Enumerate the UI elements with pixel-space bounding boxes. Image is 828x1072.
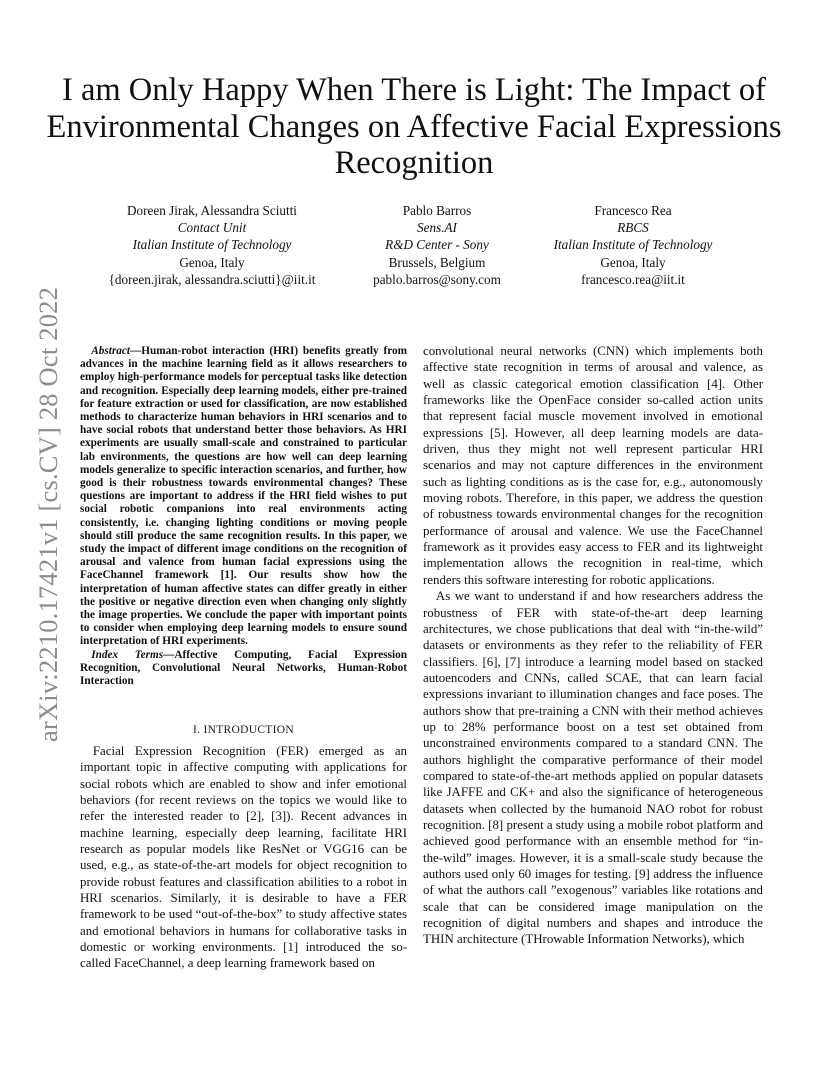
author-names: Francesco Rea xyxy=(594,203,672,218)
author-email[interactable]: francesco.rea@iit.it xyxy=(581,271,685,287)
index-terms-text: —Affective Computing, Facial Expression Recognition, Convolutional Neural Networks, Human-Robot Interaction xyxy=(80,648,407,688)
abstract-section xyxy=(80,345,407,688)
author-institution: Italian Institute of Technology xyxy=(132,237,292,253)
author-email[interactable]: {doreen.jirak, alessandra.sciutti}@iit.it xyxy=(108,271,316,287)
author-block-2 xyxy=(347,202,527,288)
author-location: Brussels, Belgium xyxy=(388,254,486,270)
right-paragraph-1: convolutional neural networks (CNN) which implements both affective state recognition in terms of arousal and valence, as well as classic categorical emotion classification [4]. Other frameworks like the OpenFace consider so-called action units that represent facial muscle movement involved in emotional expressions [5]. However, all deep learning models are data-driven, thus they might not well represent particular HRI scenarios and may not capture differences in the environment such as lighting conditions as is the case for, e.g., autonomously moving robots. Therefore, in this paper, we address the question of robustness towards environmental changes for the recognition performance of arousal and valence. We use the FaceChannel framework as it provides easy access to FER and its lightweight implementation allows the recognition in real-time, which renders this software interesting for robotic applications. xyxy=(423,344,763,587)
author-institution: Italian Institute of Technology xyxy=(553,237,713,253)
right-column xyxy=(423,343,763,948)
author-names: Pablo Barros xyxy=(402,203,472,218)
intro-paragraph-1: Facial Expression Recognition (FER) emerged as an important topic in affective computing with applications for social robots which are enabled to show and infer emotional behaviors (for recent reviews on the topics we would like to refer the interested reader to [2], [3]). Recent advances in machine learning, especially deep learning, facilitate HRI research as popular models like ResNet or VGG16 can be used, e.g., as state-of-the-art models for object recognition to provide robust features and classification abilities to a robot in HRI scenarios. Similarly, it is desirable to have a FER framework to be used “out-of-the-box” to study affective states and emotional behaviors in humans for collaborative tasks in domestic or working environments. [1] introduced the so-called FaceChannel, a deep learning framework based on xyxy=(80,744,407,971)
author-unit: Sens.AI xyxy=(417,220,457,236)
author-location: Genoa, Italy xyxy=(179,254,245,270)
arxiv-identifier-stamp xyxy=(22,288,76,740)
abstract-text: —Human-robot interaction (HRI) benefits greatly from advances in the machine learning field as it allows researchers to employ high-performance models for perceptual tasks like detection and recognition. Especially deep learning models, either pre-trained for feature extraction or used for classification, are now established methods to characterize human behaviors in HRI scenarios and to have social robots that understand better those behaviors. As HRI experiments are usually small-scale and constrained to particular lab environments, the questions are how well can deep learning models generalize to specific interaction scenarios, and further, how good is their robustness towards environmental changes? These questions are important to address if the HRI field wishes to put social robotic companions into real environments acting consistently, i.e. changing lighting conditions or moving people should still produce the same recognition results. In this paper, we study the impact of different image conditions on the recognition of arousal and valence from human facial expressions using the FaceChannel framework [1]. Our results show how the interpretation of human affective states can differ greatly in either the positive or negative direction even when changing only slightly the image properties. We conclude the paper with important points to consider when employing deep learning models to ensure sound interpretation of HRI experiments. xyxy=(80,345,407,648)
right-paragraph-2: As we want to understand if and how researchers address the robustness of FER with state-of-the-art deep learning architectures, we chose publications that deal with “in-the-wild” datasets or environments as they refer to the reliability of FER classifiers. [6], [7] introduce a learning model based on stacked autoencoders and CNNs, called SCAE, that can learn facial expressions invariant to illumination changes and face poses. The authors show that pre-training a CNN with their method achieves up to 28% performance boost on a test set obtained from unconstrained environments compared to a standard CNN. The authors highlight the comparative performance of their model compared to state-of-the-art methods applied on popular datasets like JAFFE and CK+ and also the significance of heterogeneous datasets when collected by the humanoid NAO robot for robust recognition. [8] present a study using a mobile robot platform and achieved good performance with an ensemble method for “in-the-wild” images. However, it is a small-scale study because the authors used only 60 images for testing. [9] address the influence of what the authors call ”exogenous” variables like rotations and scale that can be considered image manipulation on the recognition of digital numbers and shapes and introduce the THIN architecture (THrowable Information Networks), which xyxy=(423,589,763,947)
author-location: Genoa, Italy xyxy=(600,254,666,270)
index-terms-paragraph xyxy=(80,649,407,689)
author-institution: R&D Center - Sony xyxy=(385,237,489,253)
section-heading-introduction: I. INTRODUCTION xyxy=(193,724,294,736)
abstract-paragraph xyxy=(80,345,407,649)
index-terms-lead: Index Terms xyxy=(91,648,164,661)
author-unit: RBCS xyxy=(617,220,649,236)
author-email[interactable]: pablo.barros@sony.com xyxy=(373,271,501,287)
paper-title: I am Only Happy When There is Light: The Impact of Environmental Changes on Affective Facial Expressions Recognition xyxy=(46,72,782,182)
introduction-left-column xyxy=(80,743,407,972)
author-unit: Contact Unit xyxy=(177,220,247,236)
author-names: Doreen Jirak, Alessandra Sciutti xyxy=(127,203,297,218)
arxiv-identifier-text: arXiv:2210.17421v1 [cs.CV] 28 Oct 2022 xyxy=(33,286,64,742)
abstract-lead: Abstract xyxy=(91,345,131,357)
author-block-3 xyxy=(538,202,728,288)
author-block-1 xyxy=(92,202,332,288)
